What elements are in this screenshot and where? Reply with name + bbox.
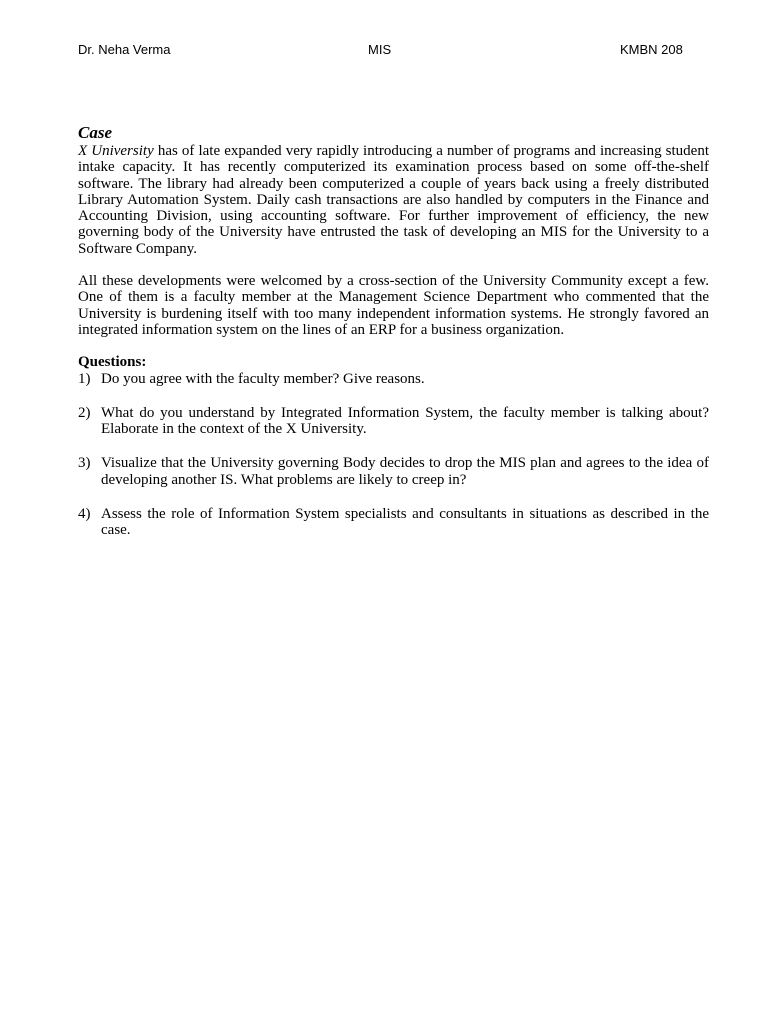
question-text: Visualize that the University governing Body decides to drop the MIS plan and agrees to the idea of developing another IS. What problems are likely to creep in?	[101, 455, 709, 488]
question-number: 2)	[78, 404, 91, 421]
question-item	[78, 405, 709, 438]
case-paragraph-1	[78, 143, 709, 257]
question-number: 3)	[78, 455, 91, 472]
questions-heading: Questions:	[78, 354, 147, 371]
question-item	[78, 371, 709, 387]
case-title: Case	[78, 123, 112, 142]
header-subject: MIS	[368, 42, 392, 57]
question-text: Assess the role of Information System specialists and consultants in situations as described in the case.	[101, 506, 709, 539]
case-paragraph-2: All these developments were welcomed by a cross-section of the University Community except a few. One of them is a faculty member at the Management Science Department who commented that the University is burdening itself with too many independent information systems. He strongly favored an integrated information system on the lines of an ERP for a business organization.	[78, 273, 709, 338]
question-number: 1)	[78, 370, 91, 387]
question-item	[78, 506, 709, 539]
case-paragraph-1-text: has of late expanded very rapidly introducing a number of programs and increasing student intake capacity. It has recently computerized its examination process based on some off-the-shelf software. The library had already been computerized a couple of years back using a freely distributed Library Automation System. Daily cash transactions are also handled by computers in the Finance and Accounting Division, using accounting software. For further improvement of efficiency, the new governing body of the University have entrusted the task of developing an MIS for the University to a Software Company.	[78, 143, 709, 257]
question-text: Do you agree with the faculty member? Give reasons.	[101, 370, 425, 387]
document-body	[78, 123, 709, 539]
question-text: What do you understand by Integrated Information System, the faculty member is talking about? Elaborate in the context of the X University.	[101, 404, 709, 438]
page-header	[78, 42, 688, 58]
header-course-code: KMBN 208	[620, 42, 683, 57]
question-number: 4)	[78, 506, 91, 523]
case-university-name: X University	[78, 143, 154, 159]
question-item	[78, 455, 709, 488]
header-author: Dr. Neha Verma	[78, 42, 171, 57]
questions-list	[78, 371, 709, 539]
